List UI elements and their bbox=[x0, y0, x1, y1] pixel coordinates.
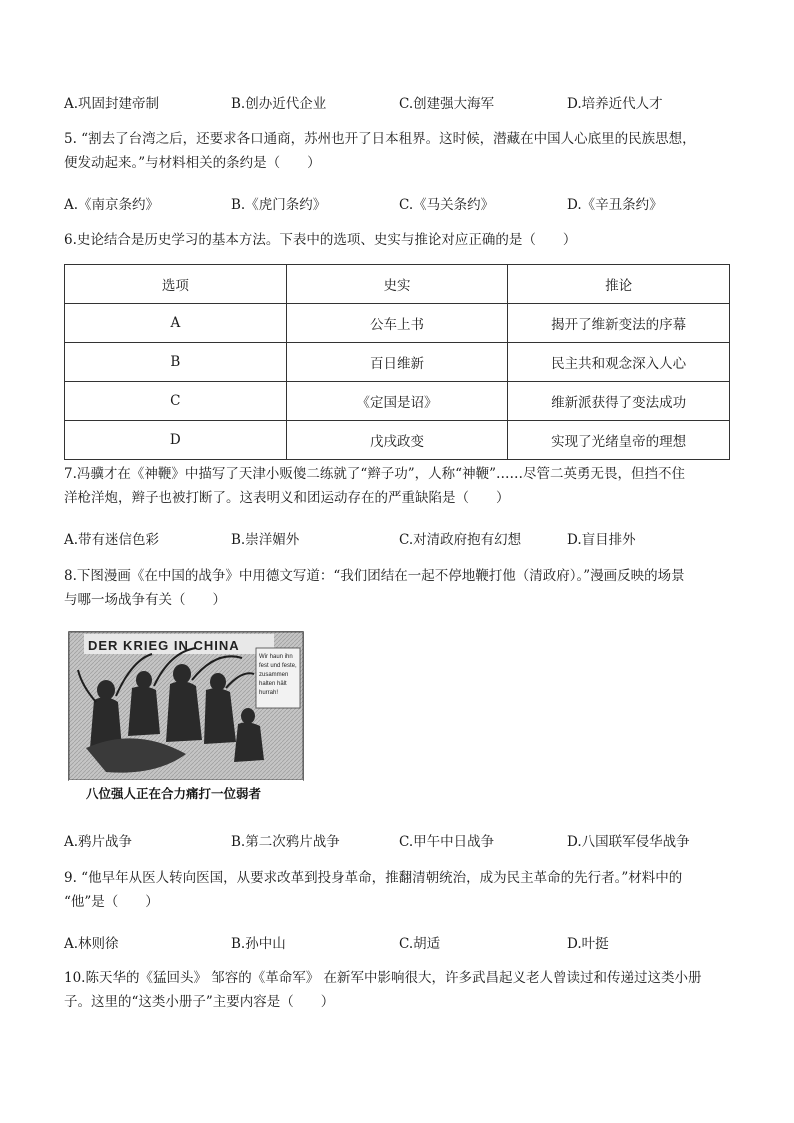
q5-option-c[interactable]: C.《马关条约》 bbox=[399, 197, 495, 213]
q7-option-b[interactable]: B.崇洋媚外 bbox=[231, 532, 300, 548]
q9-option-c[interactable]: C.胡适 bbox=[399, 936, 441, 952]
q10-stem bbox=[64, 966, 736, 1014]
cartoon-caption: 八位强人正在合力痛打一位弱者 bbox=[86, 786, 262, 801]
q9-option-b[interactable]: B.孙中山 bbox=[231, 936, 286, 952]
q9-options bbox=[64, 932, 744, 952]
cell-fact: 百日维新 bbox=[286, 343, 508, 382]
q4-option-a[interactable]: A.巩固封建帝制 bbox=[64, 96, 160, 112]
q7-stem bbox=[64, 462, 736, 510]
q5-option-b[interactable]: B.《虎门条约》 bbox=[231, 197, 327, 213]
table-row bbox=[65, 304, 730, 343]
cell-inference: 民主共和观念深入人心 bbox=[508, 343, 730, 382]
cartoon-speech-line: halten hält bbox=[259, 681, 287, 687]
q8-cartoon-image bbox=[66, 630, 308, 806]
q5-option-a[interactable]: A.《南京条约》 bbox=[64, 197, 160, 213]
header-fact: 史实 bbox=[286, 265, 508, 304]
q7-option-a[interactable]: A.带有迷信色彩 bbox=[64, 532, 160, 548]
q9-stem bbox=[64, 866, 736, 914]
q4-option-c[interactable]: C.创建强大海军 bbox=[399, 96, 495, 112]
q5-stem-line1: 5. “割去了台湾之后，还要求各口通商，苏州也开了日本租界。这时候，潜藏在中国人心底里的民族思想， bbox=[64, 131, 696, 147]
q7-option-d[interactable]: D.盲目排外 bbox=[567, 532, 636, 548]
table-row bbox=[65, 382, 730, 421]
cell-option: B bbox=[65, 343, 287, 382]
cell-fact: 《定国是诏》 bbox=[286, 382, 508, 421]
cartoon-illustration bbox=[66, 630, 308, 806]
q8-stem-line1: 8.下图漫画《在中国的战争》中用德文写道：“我们团结在一起不停地鞭打他（清政府）。”漫画反映的场景 bbox=[64, 568, 685, 584]
cartoon-speech-line: fest und feste, bbox=[259, 663, 297, 669]
table-row bbox=[65, 343, 730, 382]
cartoon-title: DER KRIEG IN CHINA bbox=[88, 638, 240, 653]
cartoon-speech-line: zusammen bbox=[259, 672, 289, 678]
q5-stem-line2: 便发动起来。”与材料相关的条约是（ ） bbox=[64, 155, 321, 171]
header-option: 选项 bbox=[65, 265, 287, 304]
q9-stem-line1: 9. “他早年从医人转向医国，从要求改革到投身革命，推翻清朝统治，成为民主革命的先行者。”材料中的 bbox=[64, 870, 683, 886]
q8-stem-line2: 与哪一场战争有关（ ） bbox=[64, 592, 226, 608]
cell-option: C bbox=[65, 382, 287, 421]
q4-option-d[interactable]: D.培养近代人才 bbox=[567, 96, 663, 112]
cell-inference: 实现了光绪皇帝的理想 bbox=[508, 421, 730, 460]
table-row bbox=[65, 421, 730, 460]
q7-option-c[interactable]: C.对清政府抱有幻想 bbox=[399, 532, 522, 548]
cartoon-speech-line: Wir haun ihn bbox=[259, 654, 293, 660]
q8-option-b[interactable]: B.第二次鸦片战争 bbox=[231, 834, 340, 850]
q7-stem-line1: 7.冯骥才在《神鞭》中描写了天津小贩傻二练就了“辫子功”，人称“神鞭”……尽管二英勇无畏，但挡不住 bbox=[64, 466, 685, 482]
q7-stem-line2: 洋枪洋炮，辫子也被打断了。这表明义和团运动存在的严重缺陷是（ ） bbox=[64, 490, 510, 506]
q5-stem bbox=[64, 127, 736, 175]
q10-stem-line1: 10.陈天华的《猛回头》 邹容的《革命军》 在新军中影响很大，许多武昌起义老人曾读过和传递过这类小册 bbox=[64, 970, 702, 986]
cell-inference: 揭开了维新变法的序幕 bbox=[508, 304, 730, 343]
q9-option-d[interactable]: D.叶挺 bbox=[567, 936, 609, 952]
q6-stem: 6.史论结合是历史学习的基本方法。下表中的选项、史实与推论对应正确的是（ ） bbox=[64, 232, 577, 248]
cartoon-speech-line: hurrah! bbox=[259, 690, 279, 696]
q10-stem-line2: 子。这里的“这类小册子”主要内容是（ ） bbox=[64, 994, 335, 1010]
q5-options bbox=[64, 193, 744, 213]
q9-option-a[interactable]: A.林则徐 bbox=[64, 936, 119, 952]
cell-option: A bbox=[65, 304, 287, 343]
q5-option-d[interactable]: D.《辛丑条约》 bbox=[567, 197, 663, 213]
q4-option-b[interactable]: B.创办近代企业 bbox=[231, 96, 327, 112]
q4-options bbox=[64, 92, 744, 112]
q8-options bbox=[64, 830, 744, 850]
table-header-row bbox=[65, 265, 730, 304]
q7-options bbox=[64, 528, 744, 548]
q8-option-d[interactable]: D.八国联军侵华战争 bbox=[567, 834, 690, 850]
q8-option-c[interactable]: C.甲午中日战争 bbox=[399, 834, 495, 850]
q8-stem bbox=[64, 564, 736, 612]
q6-table bbox=[64, 264, 730, 460]
cell-fact: 公车上书 bbox=[286, 304, 508, 343]
cell-inference: 维新派获得了变法成功 bbox=[508, 382, 730, 421]
header-inference: 推论 bbox=[508, 265, 730, 304]
cell-fact: 戊戌政变 bbox=[286, 421, 508, 460]
q8-option-a[interactable]: A.鸦片战争 bbox=[64, 834, 133, 850]
cell-option: D bbox=[65, 421, 287, 460]
q9-stem-line2: “他”是（ ） bbox=[64, 894, 159, 910]
